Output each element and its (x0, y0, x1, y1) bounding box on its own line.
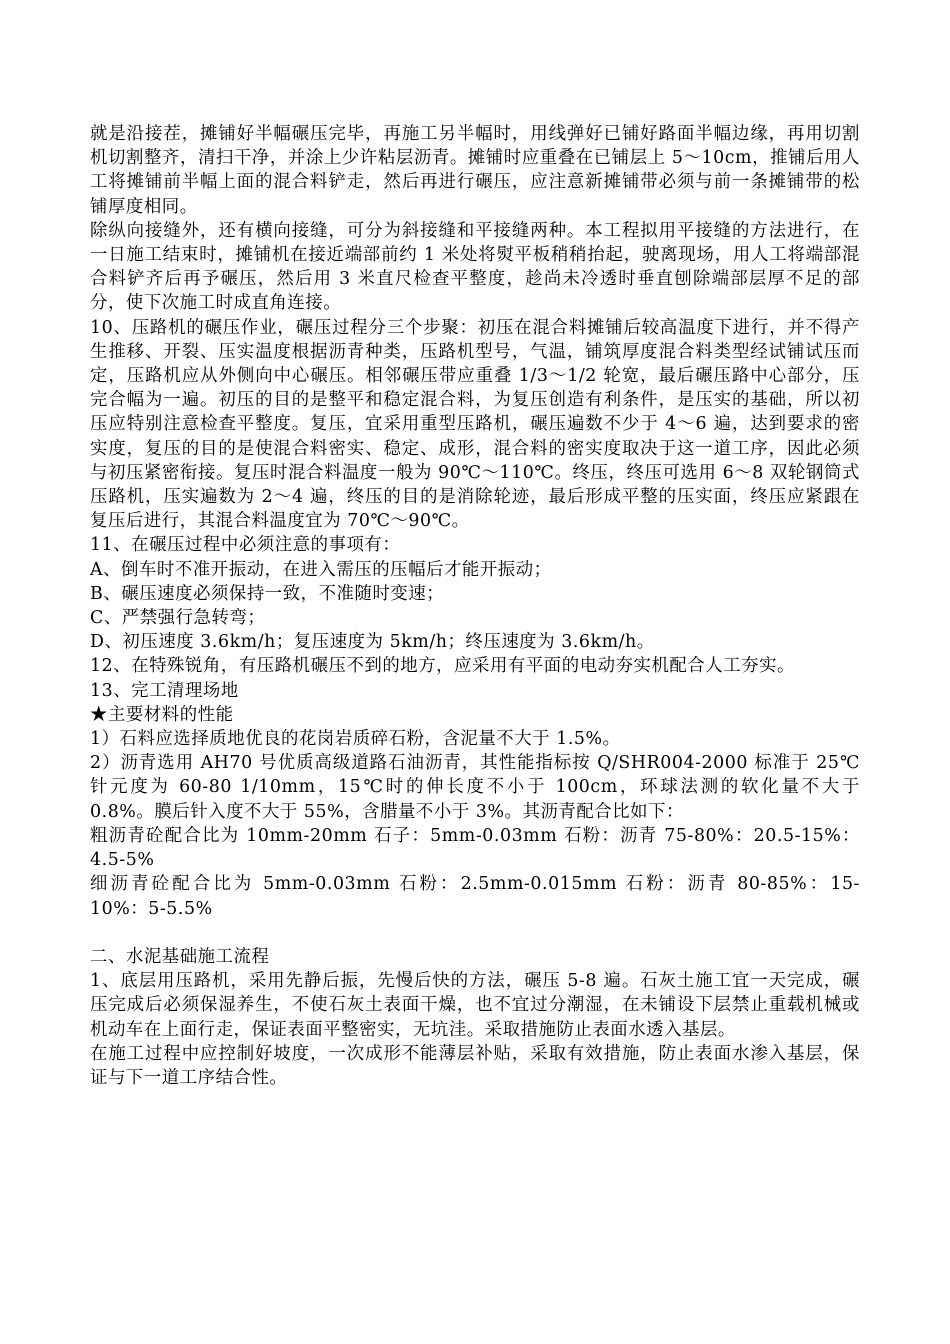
paragraph-item-13: 13、完工清理场地 (90, 680, 239, 701)
paragraph-item-10-rolling: 10、压路机的碾压作业，碾压过程分三个步聚：初压在混合料摊铺后较高温度下进行，并不得产生推移、开裂、压实温度根据沥青种类，压路机型号，气温，铺筑厚度混合料类型经试铺试压而定，压路机应从外侧向中心碾压。相邻碾压带应重叠 1/3～1/2 轮宽，最后碾压路中心部分，压完合幅为一遍。初压的目的是整平和稳定混合料，为复压创造有利条件，是压实的基础，所以初压应特别注意检查平整度。复压，宜采用重型压路机，碾压遍数不少于 4～6 遍，达到要求的密实度，复压的目的是使混合料密实、稳定、成形，混合料的密实度取决于这一道工序，因此必须与初压紧密衔接。复压时混合料温度一般为 90℃～110℃。终压，终压可选用 6～8 双轮钢筒式压路机，压实遍数为 2～4 遍，终压的目的是消除轮迹，最后形成平整的压实面，终压应紧跟在复压后进行，其混合料温度宜为 70℃～90℃。 (90, 317, 860, 532)
list-item-a: A、倒车时不准开振动，在进入需压的压幅后才能开振动； (90, 559, 552, 580)
paragraph-coarse-mix-ratio: 粗沥青砼配合比为 10mm-20mm 石子：5mm-0.03mm 石粉：沥青 75-80%：20.5-15%：4.5-5% (90, 825, 860, 871)
list-item-b: B、碾压速度必须保持一致，不准随时变速； (90, 583, 445, 604)
paragraph-material-2: 2）沥青选用 AH70 号优质高级道路石油沥青，其性能指标按 Q/SHR004-2000 标准于 25℃针元度为 60-80 1/10mm，15℃时的伸长度不小于 100cm，环球法测的软化量不大于 0.8%。膜后针入度不大于 55%，含腊量不小于 3%。其沥青配合比如下： (90, 753, 860, 822)
paragraph-item-12: 12、在特殊锐角，有压路机碾压不到的地方，应采用有平面的电动夯实机配合人工夯实。 (90, 656, 795, 677)
document-page (90, 122, 860, 1090)
paragraph-fine-mix-ratio: 细沥青砼配合比为 5mm-0.03mm 石粉：2.5mm-0.015mm 石粉：沥青 80-85%：15-10%：5-5.5% (90, 874, 860, 919)
paragraph-joint-paving: 就是沿接茬，摊铺好半幅碾压完毕，再施工另半幅时，用线弹好已铺好路面半幅边缘，再用切割机切割整齐，清扫干净，并涂上少许粘层沥青。摊铺时应重叠在已铺层上 5～10cm，推铺后用人工将摊铺前半幅上面的混合料铲走，然后再进行碾压，应注意新摊铺带必须与前一条摊铺带的松铺厚度相同。 (90, 124, 860, 217)
section-heading-materials: ★主要材料的性能 (90, 704, 234, 725)
paragraph-transverse-joint: 除纵向接缝外，还有横向接缝，可分为斜接缝和平接缝两种。本工程拟用平接缝的方法进行，在一日施工结束时，摊铺机在接近端部前约 1 米处将熨平板稍稍抬起，驶离现场，用人工将端部混合料铲齐后再予碾压，然后用 3 米直尺检查平整度，趁尚未冷透时垂直刨除端部层厚不足的部分，使下次施工时成直角连接。 (90, 220, 860, 314)
paragraph-cement-item-1: 1、底层用压路机，采用先静后振，先慢后快的方法，碾压 5-8 遍。石灰土施工宜一天完成，碾压完成后必须保湿养生，不使石灰土表面干燥，也不宜过分潮湿，在未铺设下层禁止重载机械或机动车在上面行走，保证表面平整密实，无坑洼。采取措施防止表面水透入基层。 (90, 971, 860, 1040)
paragraph-slope-control: 在施工过程中应控制好坡度，一次成形不能薄层补贴，采取有效措施，防止表面水渗入基层，保证与下一道工序结合性。 (90, 1043, 860, 1088)
section-heading-cement-base: 二、水泥基础施工流程 (90, 946, 270, 967)
blank-line (90, 921, 860, 945)
list-item-c: C、严禁强行急转弯； (90, 608, 266, 629)
paragraph-item-11-heading: 11、在碾压过程中必须注意的事项有： (90, 535, 401, 556)
paragraph-material-1: 1）石料应选择质地优良的花岗岩质碎石粉，含泥量不大于 1.5%。 (90, 729, 621, 750)
list-item-d: D、初压速度 3.6km/h；复压速度为 5km/h；终压速度为 3.6km/h。 (90, 632, 655, 653)
